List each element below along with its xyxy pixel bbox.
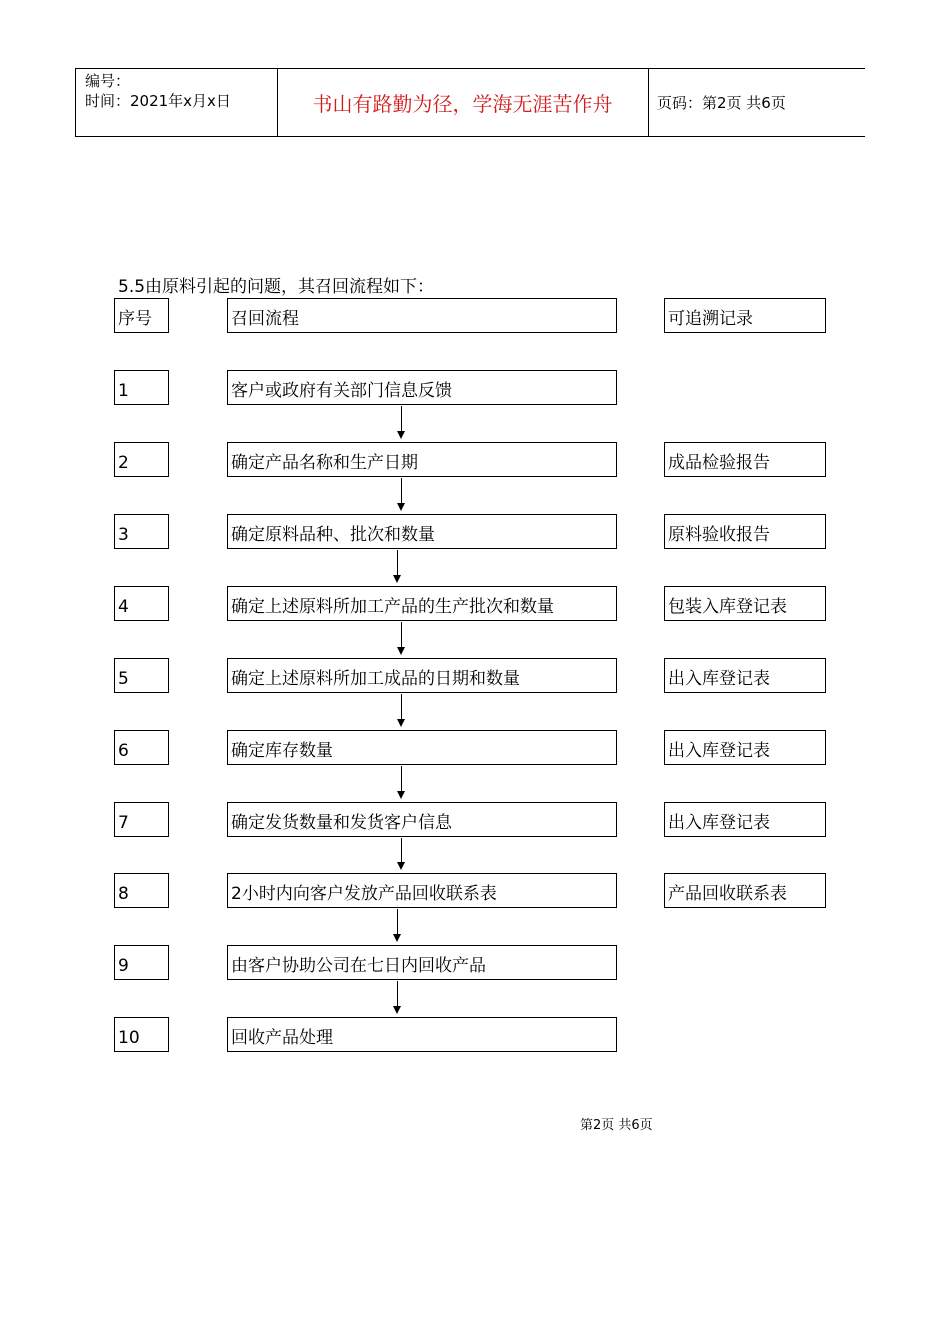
down-arrow-icon [397,550,398,576]
step-number: 3 [114,514,169,549]
step-number: 5 [114,658,169,693]
step-number: 7 [114,802,169,837]
step-number: 9 [114,945,169,980]
record-box: 出入库登记表 [664,730,826,765]
step-box: 确定产品名称和生产日期 [227,442,617,477]
record-box: 成品检验报告 [664,442,826,477]
step-box: 客户或政府有关部门信息反馈 [227,370,617,405]
motto: 书山有路勤为径，学海无涯苦作舟 [277,69,649,136]
column-header-record: 可追溯记录 [664,298,826,333]
down-arrow-icon [401,838,402,863]
record-box: 出入库登记表 [664,658,826,693]
column-header-seq: 序号 [114,298,169,333]
down-arrow-icon [401,478,402,504]
record-box: 产品回收联系表 [664,873,826,908]
down-arrow-icon [401,622,402,648]
record-box: 包装入库登记表 [664,586,826,621]
down-arrow-icon [401,406,402,432]
step-box: 回收产品处理 [227,1017,617,1052]
down-arrow-icon [401,694,402,720]
step-number: 2 [114,442,169,477]
number-label: 编号： [85,72,131,90]
step-box: 确定原料品种、批次和数量 [227,514,617,549]
header-meta [75,69,278,136]
step-box: 确定上述原料所加工产品的生产批次和数量 [227,586,617,621]
down-arrow-icon [401,766,402,792]
record-box: 原料验收报告 [664,514,826,549]
page-code: 页码：第2页 共6页 [657,94,786,112]
section-intro: 5.5由原料引起的问题，其召回流程如下： [118,277,435,297]
page-footer: 第2页 共6页 [580,1118,653,1133]
step-box: 2小时内向客户发放产品回收联系表 [227,873,617,908]
step-number: 4 [114,586,169,621]
step-box: 确定库存数量 [227,730,617,765]
step-number: 10 [114,1017,169,1052]
step-number: 8 [114,873,169,908]
step-box: 确定发货数量和发货客户信息 [227,802,617,837]
record-box: 出入库登记表 [664,802,826,837]
step-number: 6 [114,730,169,765]
step-box: 确定上述原料所加工成品的日期和数量 [227,658,617,693]
step-number: 1 [114,370,169,405]
page-header [75,68,865,137]
step-box: 由客户协助公司在七日内回收产品 [227,945,617,980]
down-arrow-icon [397,981,398,1007]
column-header-flow: 召回流程 [227,298,617,333]
time-label: 时间：2021年x月x日 [85,92,231,110]
down-arrow-icon [397,909,398,935]
